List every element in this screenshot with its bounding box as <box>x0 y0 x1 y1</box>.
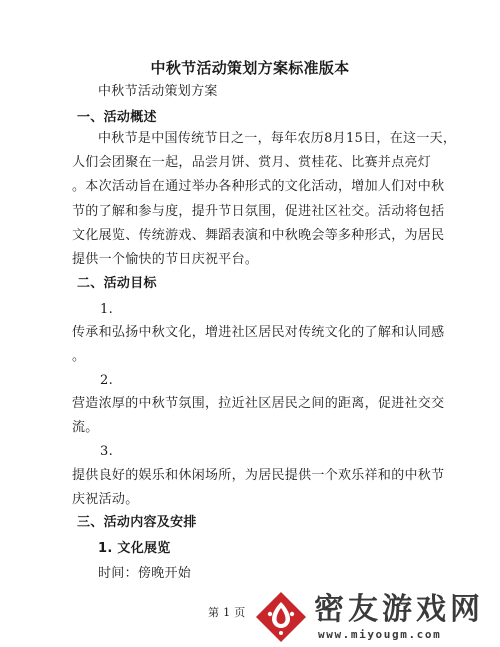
overview-line: 文化展览、传统游戏、舞蹈表演和中秋晚会等多种形式，为居民 <box>72 228 445 243</box>
document-subtitle: 中秋节活动策划方案 <box>98 84 218 99</box>
overview-line: 中秋节是中国传统节日之一，每年农历8月15日，在这一天， <box>98 131 457 146</box>
site-name: 密友游戏网 <box>314 592 484 627</box>
overview-line: 提供一个愉快的节日庆祝平台。 <box>72 252 259 267</box>
overview-line: 。本次活动旨在通过举办各种形式的文化活动，增加人们对中秋 <box>72 179 445 194</box>
page-number: 第 1 页 <box>208 606 246 619</box>
overview-line: 节的了解和参与度，提升节日氛围，促进社区社交。活动将包括 <box>72 204 445 219</box>
goal-text: 传承和弘扬中秋文化，增进社区居民对传统文化的了解和认同感 <box>72 325 445 340</box>
goal-text-continued: 庆祝活动。 <box>72 492 139 507</box>
site-watermark <box>250 588 500 647</box>
section-heading-goals: 二、活动目标 <box>77 276 157 291</box>
section-heading-content: 三、活动内容及安排 <box>77 515 197 530</box>
site-url: www.miyougm.com <box>318 628 442 641</box>
goal-number: 3. <box>100 444 114 459</box>
goal-text-continued: 。 <box>72 349 86 364</box>
goal-text-continued: 流。 <box>72 420 99 435</box>
goal-text: 营造浓厚的中秋节氛围，拉近社区居民之间的距离，促进社交交 <box>72 396 445 411</box>
schedule-time: 时间：傍晚开始 <box>98 566 192 581</box>
goal-number: 1. <box>100 302 114 317</box>
overview-line: 人们会团聚在一起，品尝月饼、赏月、赏桂花、比赛并点亮灯 <box>72 155 432 170</box>
subsection-heading-exhibition: 1. 文化展览 <box>98 541 171 556</box>
document-title: 中秋节活动策划方案标准版本 <box>150 59 350 77</box>
site-logo-icon <box>254 590 308 644</box>
goal-number: 2. <box>100 373 114 388</box>
goal-text: 提供良好的娱乐和休闲场所，为居民提供一个欢乐祥和的中秋节 <box>72 468 445 483</box>
section-heading-overview: 一、活动概述 <box>77 110 157 125</box>
